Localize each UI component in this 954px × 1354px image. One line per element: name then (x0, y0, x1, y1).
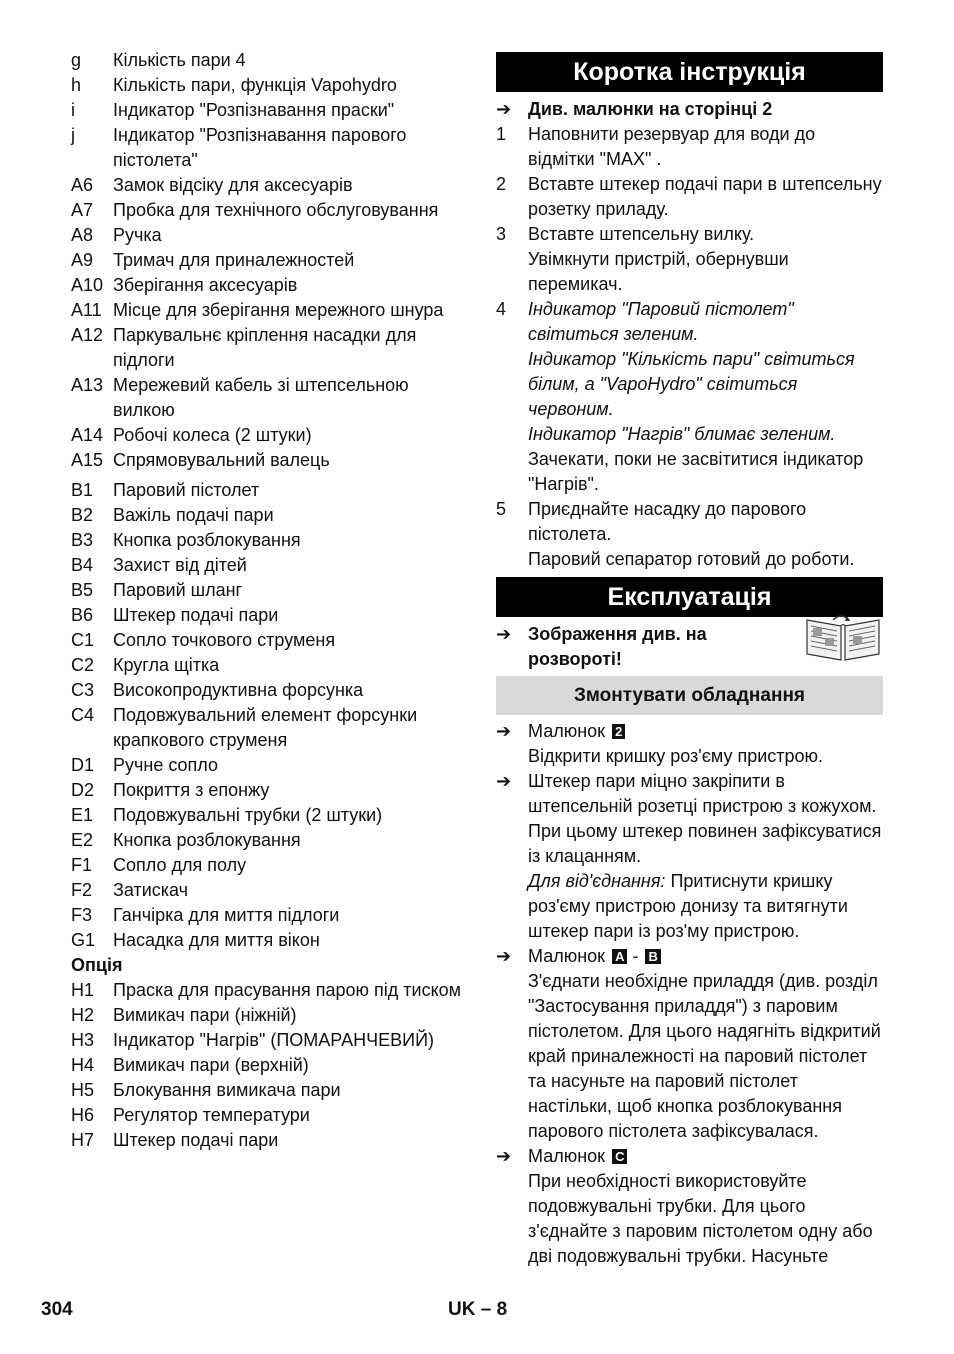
disconnect-label: Для від'єднання: (528, 871, 666, 891)
step-number: 2 (496, 174, 507, 194)
legend-code: g (71, 50, 82, 70)
legend-code: H4 (71, 1055, 95, 1075)
legend-code: A12 (71, 325, 104, 345)
legend-code: B1 (71, 480, 94, 500)
legend-item (71, 553, 471, 578)
legend-code: j (71, 125, 75, 145)
arrow-right-icon: ➔ (496, 624, 512, 644)
legend-item (71, 628, 471, 653)
legend-text: Сопло точкового струменя (113, 630, 336, 650)
legend-item (71, 528, 471, 553)
legend-text: Паровий шланг (113, 580, 243, 600)
quick-step (496, 297, 883, 497)
legend-code: H6 (71, 1105, 95, 1125)
legend-text: Насадка для миття вікон (113, 930, 320, 950)
legend-item (71, 423, 471, 448)
legend-item (71, 903, 471, 928)
quick-step (496, 172, 883, 222)
legend-code: C2 (71, 655, 95, 675)
quick-steps (496, 122, 883, 572)
legend-text: Кількість пари 4 (113, 50, 246, 70)
step-text: Зачекати, поки не засвітитися індикатор "Нагрів". (528, 449, 864, 494)
legend-code: F1 (71, 855, 93, 875)
arrow-right-icon: ➔ (496, 771, 512, 791)
legend-item (71, 753, 471, 778)
figure-c-step (496, 1144, 883, 1269)
page-code: UK – 8 (448, 1299, 508, 1320)
legend-item (71, 1078, 471, 1103)
figure-2-step (496, 719, 883, 769)
legend-item (71, 703, 471, 753)
legend-code: B5 (71, 580, 94, 600)
legend-code: C4 (71, 705, 95, 725)
legend-item (71, 1128, 471, 1153)
legend-text: Спрямовувальний валець (113, 450, 330, 470)
legend-item (71, 98, 471, 123)
legend-item (71, 298, 471, 323)
legend-text: Регулятор температури (113, 1105, 310, 1125)
legend-text: Подовжувальні трубки (2 штуки) (113, 805, 383, 825)
legend-code: B3 (71, 530, 94, 550)
legend-code: C1 (71, 630, 95, 650)
see-spread-note: ➔ Зображення див. на розвороті! (496, 622, 883, 672)
step-text: Вставте штепсельну вилку. (528, 224, 755, 244)
step-number: 1 (496, 124, 507, 144)
figure-b-badge: B (645, 949, 660, 964)
figure-2-text: Відкрити кришку роз'єму пристрою. (528, 746, 824, 766)
legend-text: Затискач (113, 880, 189, 900)
step-text: Наповнити резервуар для води до відмітки "MAX" . (528, 124, 816, 169)
legend-text: Паркувальнє кріплення насадки для підлоги (113, 325, 417, 370)
legend-item (71, 653, 471, 678)
quick-step (496, 222, 883, 297)
legend-code: H3 (71, 1030, 95, 1050)
figure-2-badge: 2 (612, 724, 625, 739)
disconnect-text: Притиснути кришку роз'єму пристрою донизу та витягнути штекер пари із роз'му пристрою. (528, 871, 848, 941)
legend-item (71, 73, 471, 98)
legend-text: Вимикач пари (ніжній) (113, 1005, 297, 1025)
step-text: Індикатор "Кількість пари" світиться білим, а "VapoHydro" світиться червоним. (528, 349, 855, 419)
legend-item (71, 878, 471, 903)
legend-text: Пробка для технічного обслуговування (113, 200, 439, 220)
legend-code: B6 (71, 605, 94, 625)
legend-code: H7 (71, 1130, 95, 1150)
step-text: Індикатор "Нагрів" блимає зеленим. (528, 424, 836, 444)
legend-text: Штекер подачі пари (113, 605, 279, 625)
step-text: Паровий сепаратор готовий до роботи. (528, 549, 855, 569)
legend-text: Вимикач пари (верхній) (113, 1055, 309, 1075)
plug-text: Штекер пари міцно закріпити в штепсельній розетці пристрою з кожухом. При цьому штекер повинен зафіксуватися із клацанням. (528, 771, 882, 866)
legend-text: Паровий пістолет (113, 480, 260, 500)
legend-item (71, 448, 471, 473)
legend-code: H5 (71, 1080, 95, 1100)
page-number: 304 (41, 1299, 73, 1320)
legend-code: B4 (71, 555, 94, 575)
legend-text: Ганчірка для миття підлоги (113, 905, 340, 925)
legend-code: A13 (71, 375, 104, 395)
legend-code: E1 (71, 805, 94, 825)
legend-code: D2 (71, 780, 95, 800)
step-text: Вставте штекер подачі пари в штепсельну розетку приладу. (528, 174, 882, 219)
legend-item (71, 273, 471, 298)
legend-item (71, 578, 471, 603)
legend-text: Кількість пари, функція Vapohydro (113, 75, 397, 95)
legend-code: A6 (71, 175, 94, 195)
legend-code: F3 (71, 905, 93, 925)
open-book-icon (803, 614, 883, 664)
legend-item (71, 603, 471, 628)
figure-c-badge: C (612, 1149, 627, 1164)
legend-text: Високопродуктивна форсунка (113, 680, 364, 700)
legend-text: Захист від дітей (113, 555, 247, 575)
option-heading: Опція (71, 955, 123, 975)
legend-item (71, 223, 471, 248)
figure-word: Малюнок (528, 946, 606, 966)
legend-code: D1 (71, 755, 95, 775)
legend-code: A11 (71, 300, 102, 320)
legend-text: Тримач для приналежностей (113, 250, 355, 270)
figure-ab-step: ➔ Малюнок A - B З'єднати необхідне приладдя (див. розділ "Застосування приладдя") з паровим пістолетом. Для цього надягніть відкритий край приналежності на паровий пістолет та насуньте на паровий пістолет настільки, щоб кнопка розблокування парового пістолета зафіксувалася. (496, 944, 883, 1144)
legend-item (71, 123, 471, 173)
quick-step (496, 497, 883, 572)
legend-item (71, 1028, 471, 1053)
legend-code: H2 (71, 1005, 95, 1025)
parts-list (71, 48, 471, 953)
legend-code: C3 (71, 680, 95, 700)
arrow-right-icon: ➔ (496, 1146, 512, 1166)
quick-guide-heading: Коротка інструкція (496, 52, 883, 92)
arrow-right-icon: ➔ (496, 99, 512, 119)
legend-text: Зберігання аксесуарів (113, 275, 298, 295)
see-pictures-note: ➔ Див. малюнки на сторінці 2 (496, 97, 883, 122)
legend-text: Сопло для полу (113, 855, 247, 875)
options-list (71, 978, 471, 1153)
legend-item (71, 678, 471, 703)
legend-code: G1 (71, 930, 96, 950)
legend-code: B2 (71, 505, 94, 525)
legend-code: A14 (71, 425, 104, 445)
legend-item (71, 373, 471, 423)
legend-item (71, 48, 471, 73)
legend-text: Замок відсіку для аксесуарів (113, 175, 353, 195)
legend-text: Кнопка розблокування (113, 530, 301, 550)
legend-code: A10 (71, 275, 104, 295)
legend-text: Блокування вимикача пари (113, 1080, 341, 1100)
legend-text: Покриття з епонжу (113, 780, 270, 800)
legend-text: Місце для зберігання мережного шнура (113, 300, 444, 320)
legend-code: h (71, 75, 82, 95)
step-text: Індикатор "Паровий пістолет" світиться зеленим. (528, 299, 794, 344)
legend-code: F2 (71, 880, 93, 900)
legend-item (71, 853, 471, 878)
step-number: 5 (496, 499, 507, 519)
figure-c-text: При необхідності використовуйте подовжувальні трубки. Для цього з'єднайте з паровим пістолетом одну або дві подовжувальні трубки. Насуньте (528, 1171, 873, 1266)
legend-text: Ручка (113, 225, 162, 245)
legend-item (71, 478, 471, 503)
legend-text: Кругла щітка (113, 655, 220, 675)
legend-text: Кнопка розблокування (113, 830, 301, 850)
legend-text: Мережевий кабель зі штепсельною вилкою (113, 375, 409, 420)
legend-item (71, 248, 471, 273)
legend-code: A9 (71, 250, 94, 270)
parts-legend (71, 48, 471, 1153)
legend-item (71, 1053, 471, 1078)
legend-item (71, 978, 471, 1003)
legend-item (71, 1103, 471, 1128)
figure-a-badge: A (612, 949, 627, 964)
legend-item (71, 198, 471, 223)
legend-text: Штекер подачі пари (113, 1130, 279, 1150)
arrow-right-icon: ➔ (496, 946, 512, 966)
legend-code: A15 (71, 450, 104, 470)
step-number: 3 (496, 224, 507, 244)
legend-text: Індикатор "Розпізнавання парового пістолета" (113, 125, 407, 170)
legend-text: Подовжувальний елемент форсунки крапкового струменя (113, 705, 418, 750)
legend-item (71, 828, 471, 853)
legend-item (71, 503, 471, 528)
legend-text: Індикатор "Розпізнавання праски" (113, 100, 395, 120)
step-text: Увімкнути пристрій, обернувши перемикач. (528, 249, 789, 294)
legend-text: Праска для прасування парою під тиском (113, 980, 462, 1000)
figure-ab-text: З'єднати необхідне приладдя (див. розділ "Застосування приладдя") з паровим пістолетом. Для цього надягніть відкритий край приналежності на паровий пістолет та насуньте на паровий пістолет настільки, щоб кнопка розблокування парового пістолета зафіксувалася. (528, 971, 881, 1141)
legend-code: i (71, 100, 75, 120)
legend-code: E2 (71, 830, 94, 850)
legend-text: Індикатор "Нагрів" (ПОМАРАНЧЕВИЙ) (113, 1030, 434, 1050)
mount-equipment-heading: Змонтувати обладнання (496, 676, 883, 715)
operation-heading: Експлуатація (496, 577, 883, 617)
step-text: Приєднайте насадку до парового пістолета. (528, 499, 807, 544)
legend-code: H1 (71, 980, 95, 1000)
figure-word: Малюнок (528, 1146, 606, 1166)
quick-step (496, 122, 883, 172)
step-number: 4 (496, 299, 507, 319)
legend-item (71, 1003, 471, 1028)
legend-text: Робочі колеса (2 штуки) (113, 425, 312, 445)
legend-item (71, 323, 471, 373)
plug-step (496, 769, 883, 944)
figure-word: Малюнок (528, 721, 606, 741)
legend-text: Ручне сопло (113, 755, 219, 775)
arrow-right-icon: ➔ (496, 721, 512, 741)
legend-text: Важіль подачі пари (113, 505, 274, 525)
instructions-column (496, 52, 883, 1269)
legend-item (71, 928, 471, 953)
legend-code: A7 (71, 200, 94, 220)
legend-item (71, 173, 471, 198)
legend-item (71, 778, 471, 803)
legend-item (71, 803, 471, 828)
legend-code: A8 (71, 225, 94, 245)
